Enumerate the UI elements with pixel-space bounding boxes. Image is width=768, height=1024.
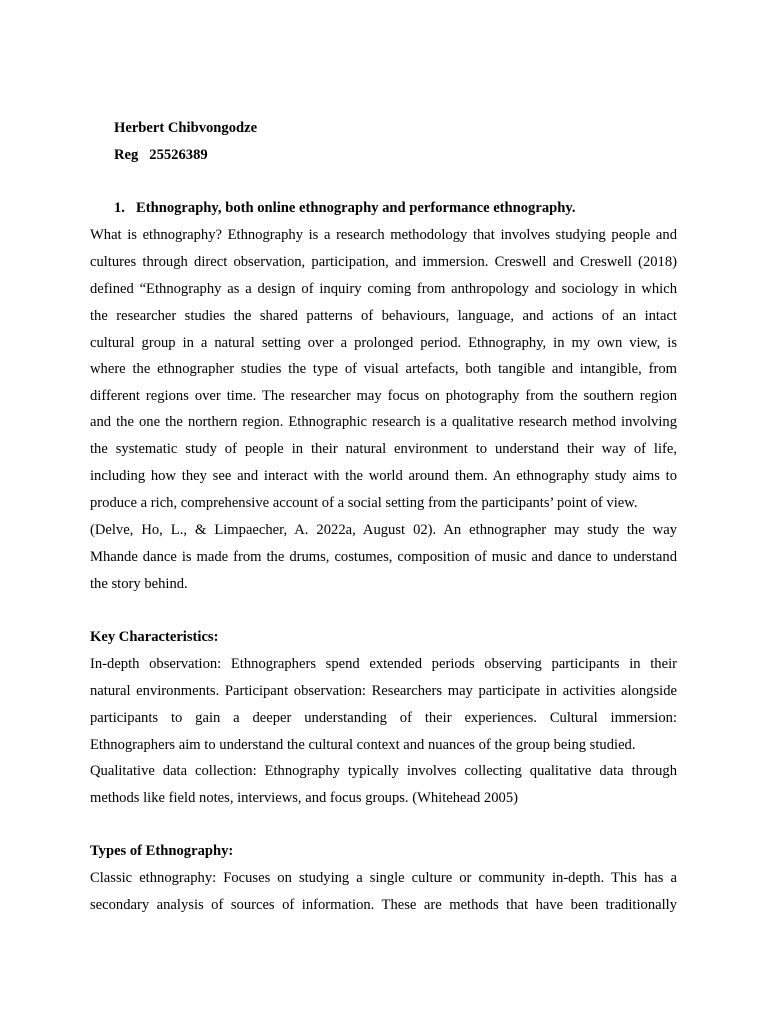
paragraph-line: Mhande dance is made from the drums, costumes, composition of music and dance to understand bbox=[90, 549, 677, 565]
types-heading: Types of Ethnography: bbox=[90, 843, 234, 859]
paragraph-line: Qualitative data collection: Ethnography typically involves collecting qualitative data through bbox=[90, 763, 677, 779]
paragraph-line: natural environments. Participant observation: Researchers may participate in activities alongside bbox=[90, 683, 677, 699]
paragraph-line: the researcher studies the shared patterns of behaviours, language, and actions of an intact bbox=[90, 308, 677, 324]
paragraph-line: including how they see and interact with the world around them. An ethnography study aims to bbox=[90, 468, 677, 484]
section-number: 1. bbox=[114, 200, 125, 216]
paragraph-line: cultures through direct observation, participation, and immersion. Creswell and Creswell (2018) bbox=[90, 254, 677, 270]
paragraph-line: cultural group in a natural setting over a prolonged period. Ethnography, in my own view, is bbox=[90, 335, 677, 351]
paragraph-line: Ethnographers aim to understand the cultural context and nuances of the group being studied. bbox=[90, 737, 636, 753]
paragraph-line: participants to gain a deeper understanding of their experiences. Cultural immersion: bbox=[90, 710, 677, 726]
paragraph-line: the story behind. bbox=[90, 576, 188, 592]
key-characteristics-heading: Key Characteristics: bbox=[90, 629, 219, 645]
paragraph-line: where the ethnographer studies the type of visual artefacts, both tangible and intangible, from bbox=[90, 361, 677, 377]
paragraph-line: the systematic study of people in their natural environment to understand their way of life, bbox=[90, 441, 677, 457]
paragraph-line: Classic ethnography: Focuses on studying a single culture or community in-depth. This has a bbox=[90, 870, 677, 886]
paragraph-line: produce a rich, comprehensive account of a social setting from the participants’ point of view. bbox=[90, 495, 638, 511]
author-name: Herbert Chibvongodze bbox=[114, 120, 258, 136]
paragraph-line: In-depth observation: Ethnographers spend extended periods observing participants in their bbox=[90, 656, 677, 672]
paragraph-line: and the one the northern region. Ethnographic research is a qualitative research method involving bbox=[90, 414, 677, 430]
paragraph-line: secondary analysis of sources of information. These are methods that have been traditionally bbox=[90, 897, 677, 913]
reg-number: 25526389 bbox=[149, 147, 208, 163]
registration-line bbox=[114, 146, 208, 164]
section-heading: Ethnography, both online ethnography and performance ethnography. bbox=[136, 200, 576, 216]
paragraph-line: What is ethnography? Ethnography is a research methodology that involves studying people and bbox=[90, 227, 677, 243]
paragraph-line: different regions over time. The researcher may focus on photography from the southern region bbox=[90, 388, 677, 404]
paragraph-line: defined “Ethnography as a design of inquiry coming from anthropology and sociology in which bbox=[90, 281, 677, 297]
paragraph-line: (Delve, Ho, L., & Limpaecher, A. 2022a, August 02). An ethnographer may study the way bbox=[90, 522, 677, 538]
reg-label: Reg bbox=[114, 147, 139, 163]
paragraph-line: methods like field notes, interviews, and focus groups. (Whitehead 2005) bbox=[90, 790, 518, 806]
